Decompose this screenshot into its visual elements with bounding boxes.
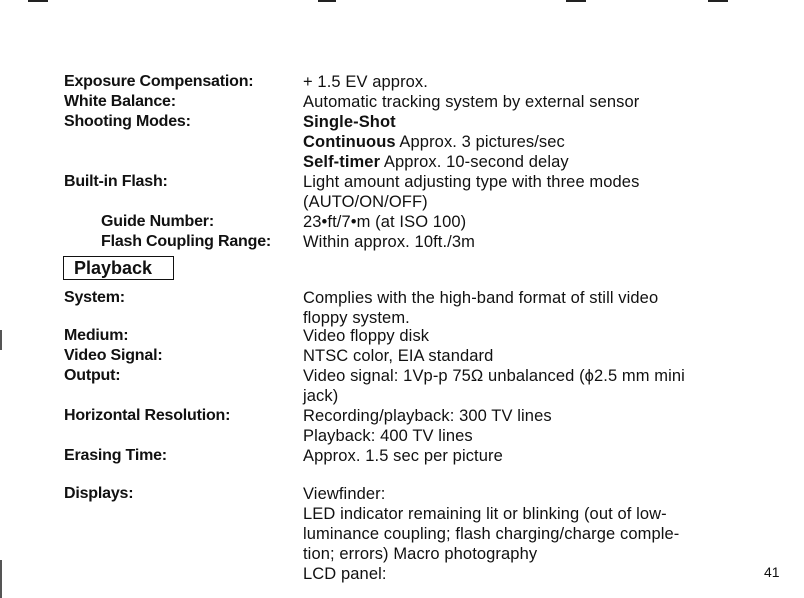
spec-label: Output: — [64, 367, 121, 384]
spec-row — [0, 326, 804, 346]
spec-label: Horizontal Resolution: — [64, 407, 231, 424]
spec-row — [0, 192, 804, 212]
spec-value: Video signal: 1Vp-p 75Ω unbalanced (ϕ2.5 mm mini — [303, 367, 685, 385]
spec-value: Automatic tracking system by external sensor — [303, 93, 640, 111]
section-heading-playback: Playback — [63, 256, 174, 280]
spec-value: LCD panel: — [303, 565, 387, 583]
spec-label: Displays: — [64, 485, 134, 502]
spec-value: Recording/playback: 300 TV lines — [303, 407, 552, 425]
spec-row — [0, 132, 804, 152]
spec-row — [0, 232, 804, 252]
spec-row — [0, 112, 804, 132]
spec-value: tion; errors) Macro photography — [303, 545, 538, 563]
spec-row — [0, 72, 804, 92]
spec-row — [0, 484, 804, 504]
spec-label: Flash Coupling Range: — [101, 233, 272, 250]
spec-row — [0, 288, 804, 308]
spec-value: NTSC color, EIA standard — [303, 347, 494, 365]
spec-value: + 1.5 EV approx. — [303, 73, 428, 91]
spec-row — [0, 504, 804, 524]
spec-value: floppy system. — [303, 309, 410, 327]
spec-label: Built-in Flash: — [64, 173, 168, 190]
spec-row — [0, 212, 804, 232]
spec-value: Single-Shot — [303, 113, 396, 131]
spec-value: Playback: 400 TV lines — [303, 427, 473, 445]
spec-row — [0, 544, 804, 564]
scan-mark — [28, 0, 48, 2]
spec-label: Erasing Time: — [64, 447, 167, 464]
spec-label: Shooting Modes: — [64, 113, 191, 130]
spec-row — [0, 346, 804, 366]
spec-value: luminance coupling; flash charging/charge comple- — [303, 525, 680, 543]
scan-mark — [566, 0, 586, 2]
spec-row — [0, 172, 804, 192]
scan-mark — [318, 0, 336, 2]
spec-value: Complies with the high-band format of still video — [303, 289, 659, 307]
spec-value: LED indicator remaining lit or blinking (out of low- — [303, 505, 667, 523]
spec-row — [0, 426, 804, 446]
spec-value: Viewfinder: — [303, 485, 386, 503]
spec-row — [0, 366, 804, 386]
page-number: 41 — [764, 564, 780, 580]
spec-row — [0, 446, 804, 466]
spec-value: Video floppy disk — [303, 327, 430, 345]
spec-row — [0, 524, 804, 544]
spec-row — [0, 308, 804, 328]
spec-value: (AUTO/ON/OFF) — [303, 193, 428, 211]
spec-value: Approx. 1.5 sec per picture — [303, 447, 503, 465]
spec-value: Self-timer Approx. 10-second delay — [303, 153, 569, 171]
spec-row — [0, 92, 804, 112]
scan-mark — [708, 0, 728, 2]
spec-label: White Balance: — [64, 93, 176, 110]
spec-row — [0, 406, 804, 426]
spec-label: System: — [64, 289, 125, 306]
spec-value: Continuous Approx. 3 pictures/sec — [303, 133, 565, 151]
spec-value: jack) — [303, 387, 339, 405]
spec-value: Light amount adjusting type with three modes — [303, 173, 640, 191]
spec-row — [0, 152, 804, 172]
spec-value: 23•ft/7•m (at ISO 100) — [303, 213, 467, 231]
spec-row — [0, 386, 804, 406]
spec-label: Guide Number: — [101, 213, 214, 230]
spec-label: Exposure Compensation: — [64, 73, 254, 90]
spec-label: Medium: — [64, 327, 129, 344]
spec-row — [0, 564, 804, 584]
spec-value: Within approx. 10ft./3m — [303, 233, 475, 251]
spec-label: Video Signal: — [64, 347, 163, 364]
